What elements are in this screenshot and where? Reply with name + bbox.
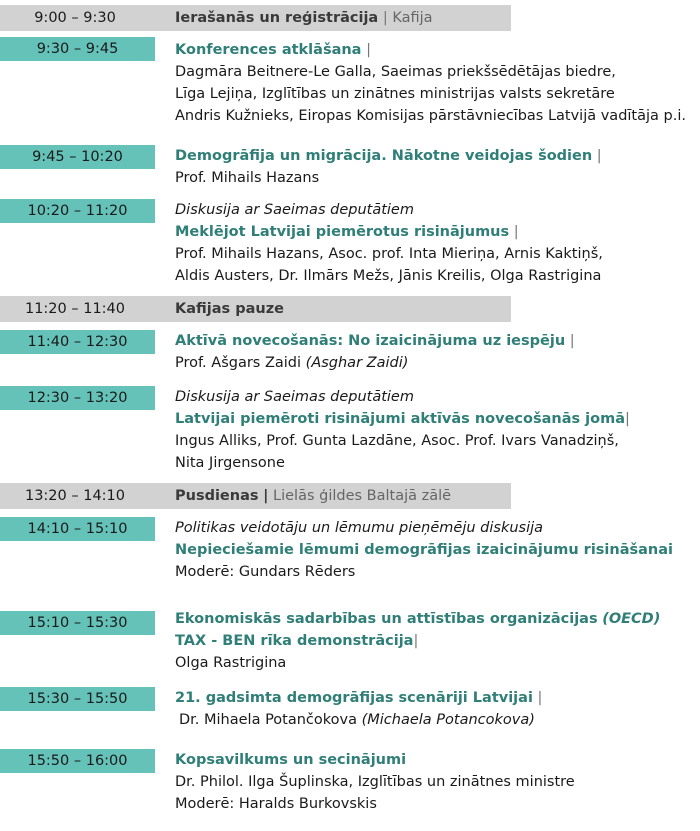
- speaker-line: Olga Rastrigina: [175, 655, 287, 671]
- speaker-line: Dagmāra Beitnere-Le Galla, Saeimas priekšsēdētājas biedre,: [175, 64, 616, 80]
- moderator-line: Moderē: Gundars Rēders: [175, 564, 356, 580]
- session-subtitle: Lielās ģildes Baltajā zālē: [273, 488, 452, 504]
- time-label: 15:30 – 15:50: [0, 687, 155, 711]
- break-bar: [0, 483, 511, 509]
- session-intro: Diskusija ar Saeimas deputātiem: [175, 202, 414, 218]
- break-bar: [0, 296, 511, 322]
- speaker-line: Dr. Mihaela Potančokova: [179, 712, 357, 728]
- session-title: Ekonomiskās sadarbības un attīstības organizācijas: [175, 611, 598, 627]
- time-label: 15:50 – 16:00: [0, 749, 155, 773]
- session-title: Demogrāfija un migrācija. Nākotne veidojas šodien: [175, 148, 593, 164]
- separator: |: [596, 148, 602, 164]
- speaker-alt-name: (Asghar Zaidi): [305, 355, 409, 371]
- session-title: Konferences atklāšana: [175, 42, 362, 58]
- time-label: 15:10 – 15:30: [0, 611, 155, 635]
- separator: |: [263, 488, 269, 504]
- session-title: Latvijai piemēroti risinājumi aktīvās novecošanās jomā: [175, 411, 625, 427]
- speaker-line: Andris Kužnieks, Eiropas Komisijas pārstāvniecības Latvijā vadītāja p.i.: [175, 108, 686, 124]
- session-title-abbrev: (OECD): [602, 611, 661, 627]
- break-bar: [0, 5, 511, 31]
- speaker-line: Nita Jirgensone: [175, 455, 285, 471]
- session-title: Meklējot Latvijai piemērotus risinājumus: [175, 224, 510, 240]
- speaker-alt-name: (Michaela Potancokova): [361, 712, 535, 728]
- moderator-line: Moderē: Haralds Burkovskis: [175, 796, 377, 812]
- separator: |: [625, 411, 630, 427]
- time-label: 10:20 – 11:20: [0, 199, 155, 223]
- speaker-line: Prof. Mihails Hazans, Asoc. prof. Inta Mieriņa, Arnis Kaktiņš,: [175, 246, 603, 262]
- session-title: Pusdienas: [175, 488, 259, 504]
- separator: |: [382, 10, 388, 26]
- speaker-line: Prof. Ašgars Zaidi: [175, 355, 302, 371]
- time-label: 14:10 – 15:10: [0, 517, 155, 541]
- time-label: 12:30 – 13:20: [0, 386, 155, 410]
- session-intro: Politikas veidotāju un lēmumu pieņēmēju diskusija: [175, 520, 544, 536]
- speaker-line: Dr. Philol. Ilga Šuplinska, Izglītības un zinātnes ministre: [175, 774, 575, 790]
- time-label: 11:20 – 11:40: [24, 301, 126, 317]
- session-title: Ierašanās un reģistrācija: [175, 10, 379, 26]
- time-label: 9:45 – 10:20: [0, 145, 155, 169]
- session-title: Aktīvā novecošanās: No izaicinājuma uz iespēju: [175, 333, 566, 349]
- session-title-line2: TAX - BEN rīka demonstrācija: [175, 633, 414, 649]
- time-label: 11:40 – 12:30: [0, 330, 155, 354]
- separator: |: [366, 42, 371, 58]
- time-label: 9:00 – 9:30: [34, 10, 116, 26]
- speaker-line: Līga Lejiņa, Izglītības un zinātnes ministrijas valsts sekretāre: [175, 86, 615, 102]
- session-subtitle: Kafija: [392, 10, 433, 26]
- session-title: 21. gadsimta demogrāfijas scenāriji Latvijai: [175, 690, 533, 706]
- time-label: 9:30 – 9:45: [0, 37, 155, 61]
- session-intro: Diskusija ar Saeimas deputātiem: [175, 389, 414, 405]
- speaker-line: Aldis Austers, Dr. Ilmārs Mežs, Jānis Kreilis, Olga Rastrigina: [175, 268, 602, 284]
- session-title: Nepieciešamie lēmumi demogrāfijas izaicinājumu risināšanai: [175, 542, 674, 558]
- separator: |: [569, 333, 575, 349]
- separator: |: [513, 224, 519, 240]
- time-label: 13:20 – 14:10: [24, 488, 126, 504]
- speaker-line: Prof. Mihails Hazans: [175, 170, 320, 186]
- separator: |: [537, 690, 543, 706]
- speaker-line: Ingus Alliks, Prof. Gunta Lazdāne, Asoc. Prof. Ivars Vanadziņš,: [175, 433, 619, 449]
- session-title: Kafijas pauze: [175, 301, 284, 317]
- session-title: Kopsavilkums un secinājumi: [175, 752, 407, 768]
- separator: |: [413, 633, 419, 649]
